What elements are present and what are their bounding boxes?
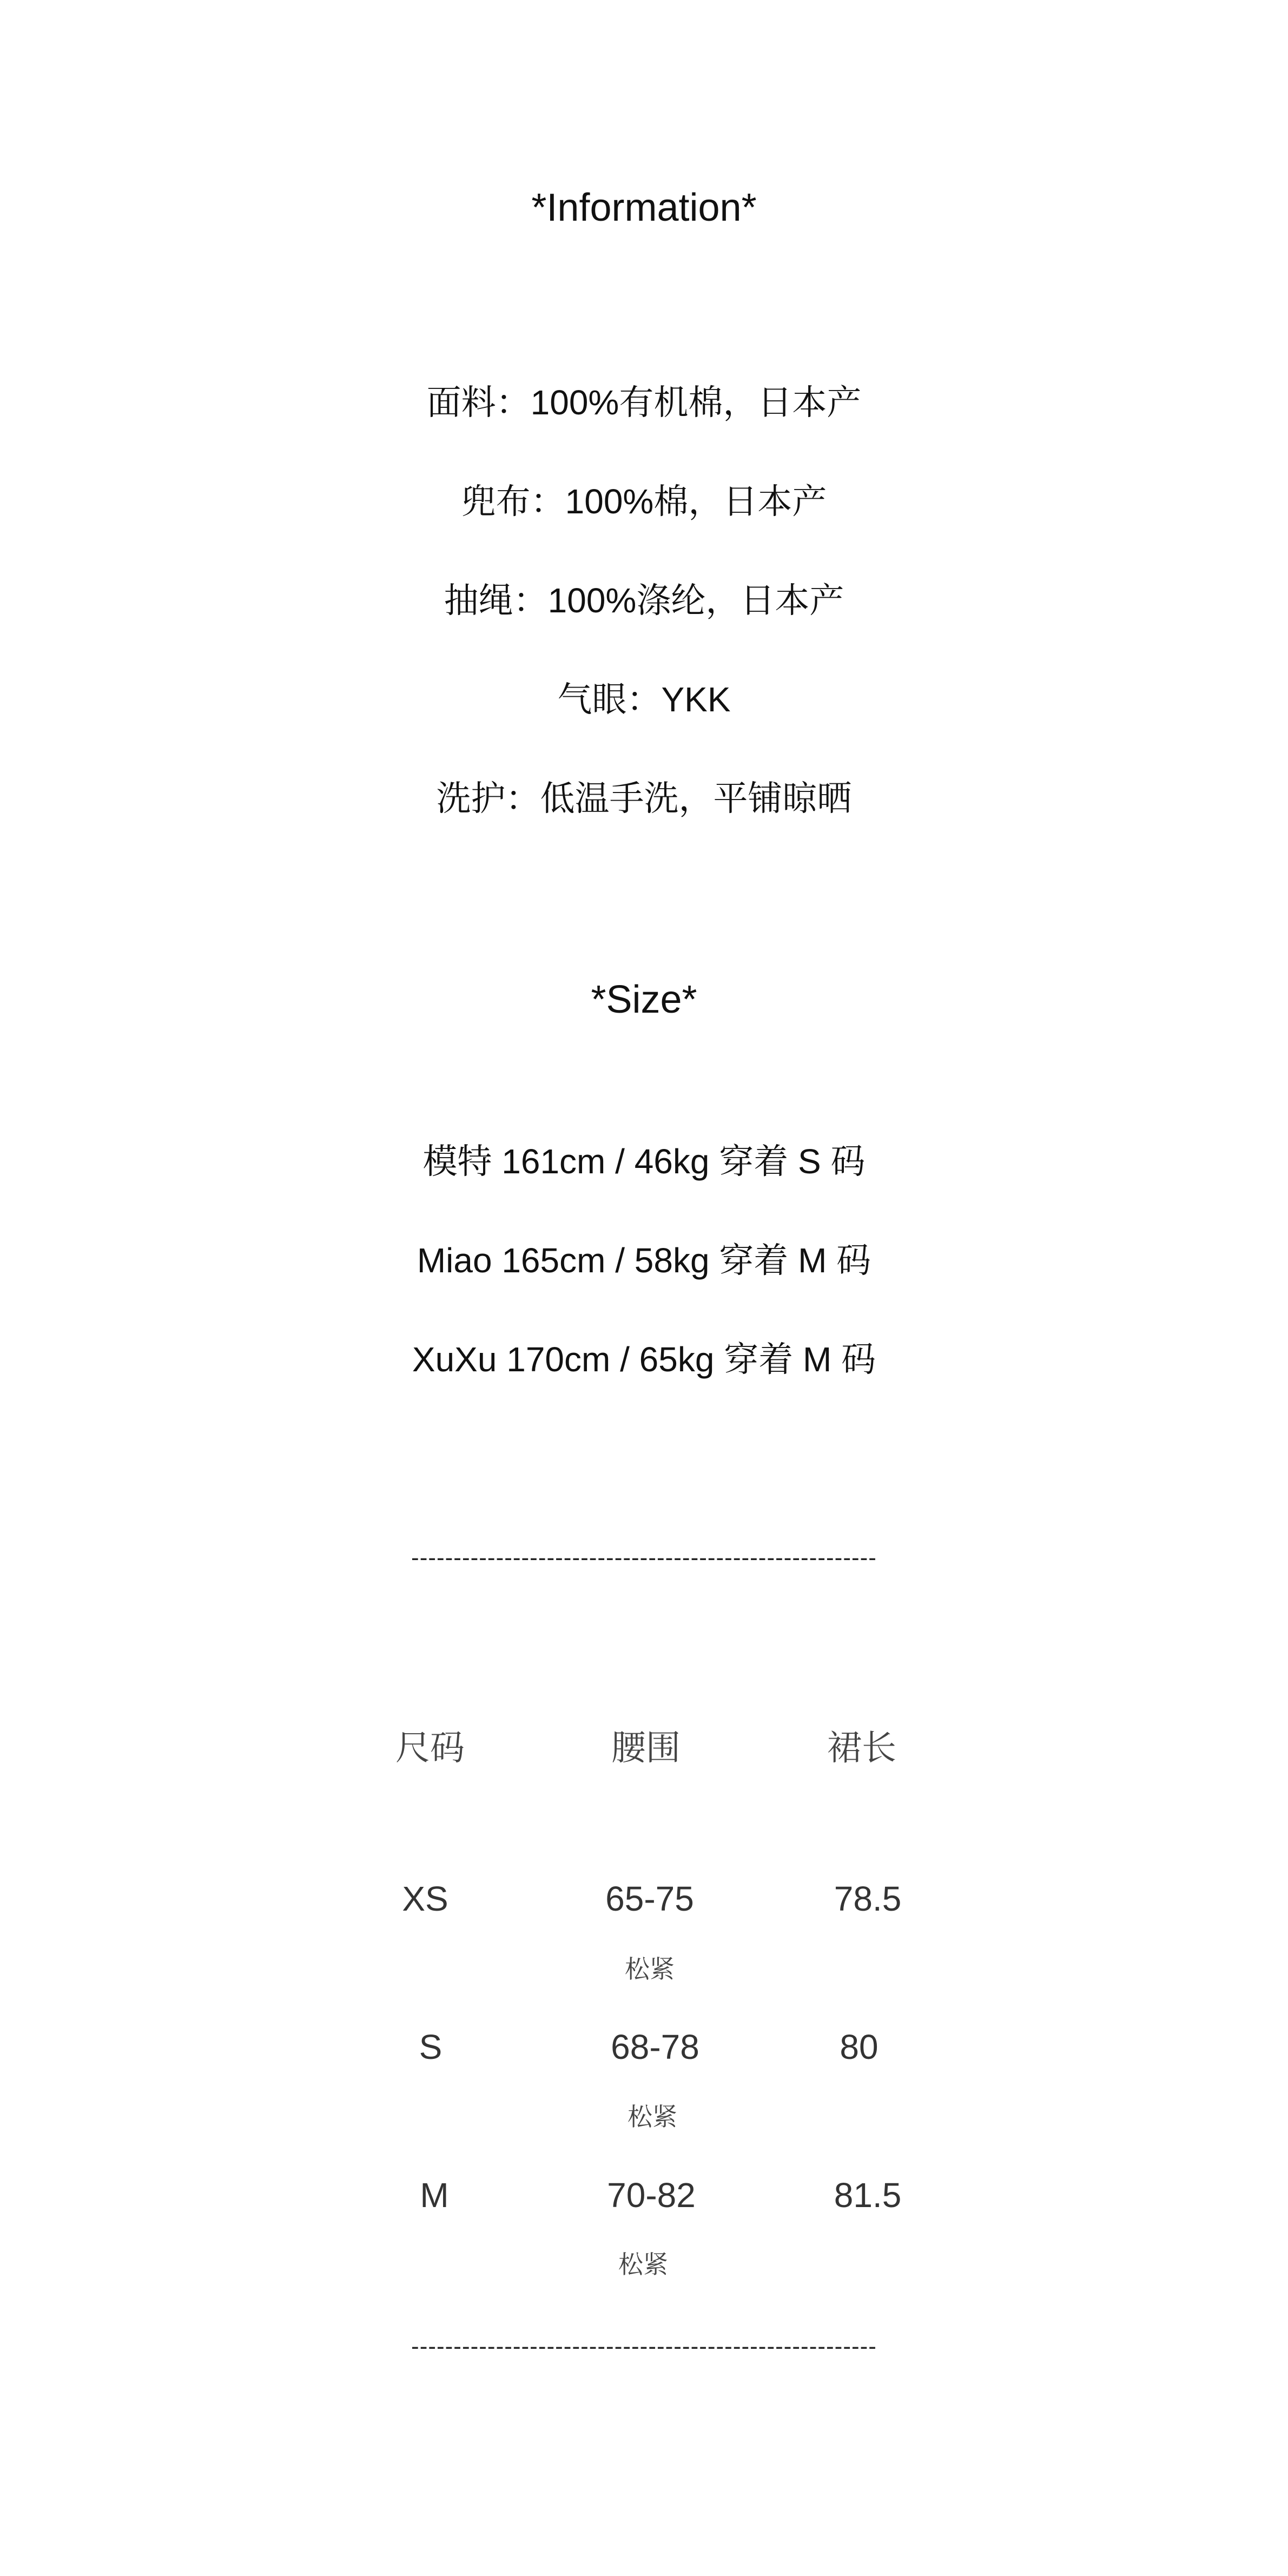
divider-top: -------------------------------------------------------	[411, 1544, 877, 1571]
row-size: M	[420, 2176, 449, 2215]
row-note: 松紧	[618, 2250, 668, 2278]
divider-bottom: -------------------------------------------------------	[411, 2333, 877, 2360]
row-length: 81.5	[834, 2176, 902, 2215]
header-length: 裙长	[827, 1728, 896, 1768]
row-waist: 65-75	[605, 1879, 694, 1918]
information-title: *Information*	[531, 186, 757, 229]
size-title: *Size*	[591, 978, 697, 1021]
row-note: 松紧	[625, 1955, 675, 1983]
model-line-1: 模特 161cm / 46kg 穿着 S 码	[422, 1142, 866, 1181]
info-line-fabric: 面料：100%有机棉，日本产	[426, 383, 862, 422]
model-line-3: XuXu 170cm / 65kg 穿着 M 码	[412, 1340, 876, 1379]
row-waist: 68-78	[611, 2027, 699, 2066]
info-line-pocket: 兜布：100%棉，日本产	[461, 482, 827, 521]
info-line-drawstring: 抽绳：100%涤纶，日本产	[444, 581, 844, 620]
header-size: 尺码	[395, 1728, 465, 1768]
row-size: XS	[402, 1879, 448, 1918]
row-length: 78.5	[834, 1879, 902, 1918]
row-size: S	[419, 2027, 442, 2066]
row-note: 松紧	[628, 2103, 677, 2131]
info-line-eyelet: 气眼：YKK	[557, 680, 731, 719]
model-line-2: Miao 165cm / 58kg 穿着 M 码	[417, 1241, 871, 1280]
row-waist: 70-82	[607, 2176, 696, 2215]
row-length: 80	[840, 2027, 879, 2066]
info-line-care: 洗护：低温手洗，平铺晾晒	[436, 779, 852, 818]
header-waist: 腰围	[611, 1728, 681, 1768]
